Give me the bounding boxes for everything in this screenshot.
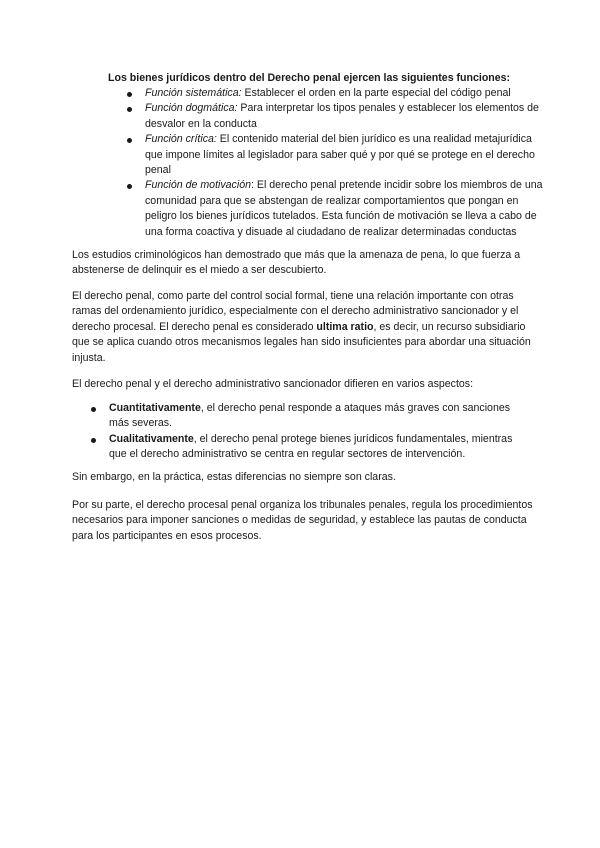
bullet-icon bbox=[127, 184, 132, 189]
bullet-icon bbox=[127, 92, 132, 97]
difference-term: Cualitativamente bbox=[109, 432, 194, 445]
bullet-icon bbox=[91, 438, 96, 443]
function-name: Función dogmática: bbox=[145, 102, 238, 115]
function-name: Función sistemática: bbox=[145, 87, 242, 99]
function-name: Función de motivación bbox=[145, 179, 251, 192]
difference-item bbox=[91, 432, 531, 463]
function-item bbox=[127, 86, 547, 101]
differences-list bbox=[91, 401, 531, 463]
paragraph-practice: Sin embargo, en la práctica, estas diferencias no siempre son claras. bbox=[72, 471, 396, 483]
paragraph-procedural-law: Por su parte, el derecho procesal penal organiza los tribunales penales, regula los procedimientos necesarios para imponer sanciones o medidas de seguridad, y establece las pautas de conducta para los participantes en esos procesos. bbox=[72, 499, 533, 542]
paragraph-social-control bbox=[72, 289, 532, 366]
function-text: El contenido material del bien jurídico es una realidad metajurídica que impone límites al legislador para saber qué y por qué se protege en el derecho penal bbox=[145, 133, 535, 177]
function-item bbox=[127, 101, 547, 132]
functions-list bbox=[127, 86, 547, 240]
difference-item bbox=[91, 401, 531, 432]
difference-term: Cuantitativamente bbox=[109, 402, 201, 414]
paragraph-text: , es decir, un recurso subsidiario que se aplica cuando otros mecanismos legales han sido insuficientes para abordar una situación injusta. bbox=[72, 320, 531, 364]
paragraph-text: El derecho penal, como parte del control social formal, tiene una relación importante con otras ramas del ordenamiento jurídico, especialmente con el derecho administrativo sancionador y el derecho procesal. El derecho penal es considerado bbox=[72, 290, 519, 333]
paragraph-criminological-studies: Los estudios criminológicos han demostrado que más que la amenaza de pena, lo que fuerza a abstenerse de delinquir es el miedo a ser descubierto. bbox=[72, 249, 521, 277]
function-name: Función crítica: bbox=[145, 133, 217, 146]
function-item bbox=[127, 132, 547, 178]
bullet-icon bbox=[127, 107, 132, 112]
bullet-icon bbox=[91, 407, 96, 412]
ultima-ratio-term: ultima ratio bbox=[316, 320, 374, 333]
bullet-icon bbox=[127, 138, 132, 143]
function-text: Para interpretar los tipos penales y establecer los elementos de desvalor en la conducta bbox=[145, 102, 539, 130]
difference-text: , el derecho penal protege bienes jurídicos fundamentales, mientras que el derecho administrativo se centra en regular sectores de intervención. bbox=[109, 432, 513, 461]
function-item bbox=[127, 178, 547, 240]
paragraph-differences-intro: El derecho penal y el derecho administrativo sancionador difieren en varios aspectos: bbox=[72, 378, 474, 390]
function-text: Establecer el orden en la parte especial del código penal bbox=[241, 87, 511, 99]
section-heading: Los bienes jurídicos dentro del Derecho penal ejercen las siguientes funciones: bbox=[108, 72, 511, 84]
difference-text: , el derecho penal responde a ataques más graves con sanciones más severas. bbox=[109, 402, 511, 430]
function-text: : El derecho penal pretende incidir sobre los miembros de una comunidad para que se abstengan de realizar comportamientos que pongan en peligro los bienes jurídicos tutelados. Esta función de motivación se lleva a cabo de una forma coactiva y disuade al ciudadano de realizar determinadas conductas bbox=[145, 179, 543, 238]
